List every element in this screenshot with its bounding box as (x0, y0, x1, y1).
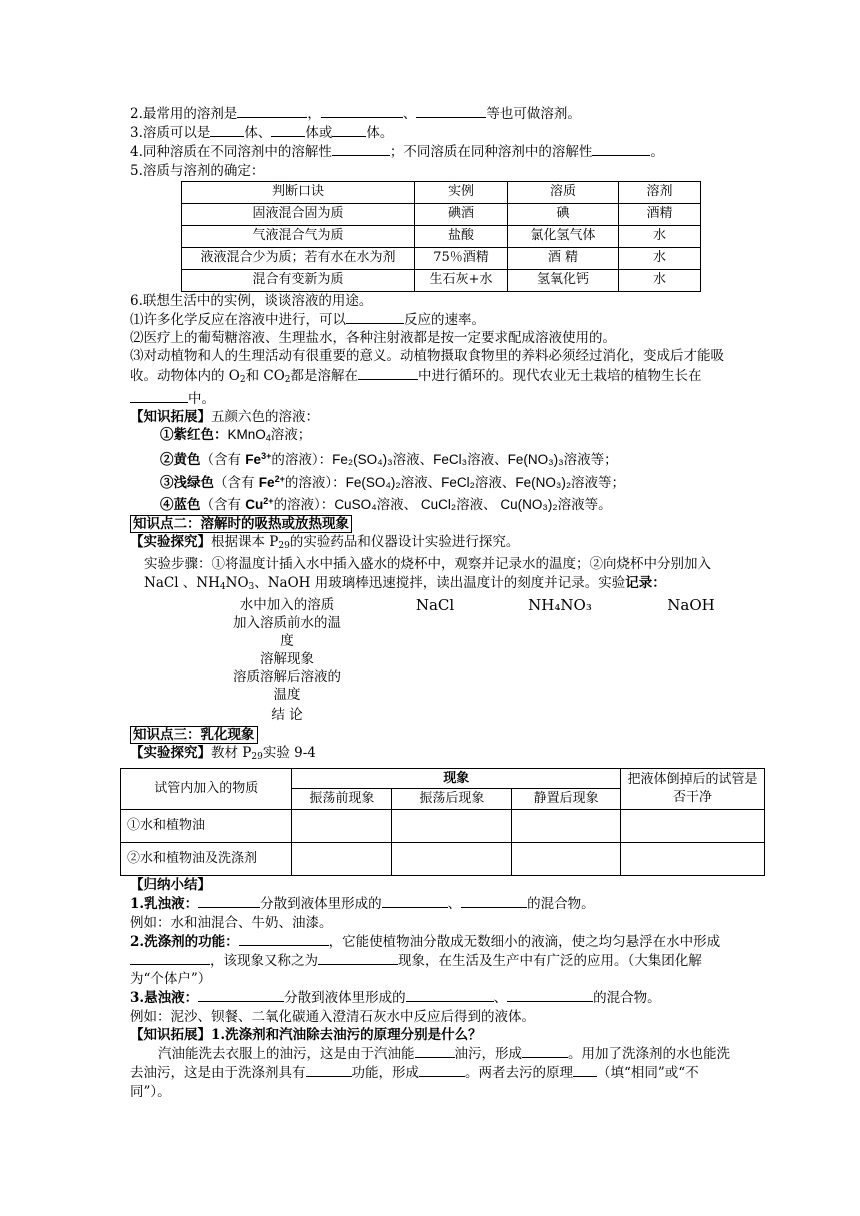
table-cell[interactable] (392, 810, 512, 843)
emulsion-table (120, 768, 765, 876)
blank[interactable] (306, 1063, 352, 1077)
table-header-row: 试管内加入的物质 现象 把液体倒掉后的试管是否干净 (121, 769, 765, 789)
table-cell[interactable] (512, 843, 621, 876)
summary-3: 3.悬浊液： 分散到液体里形成的 、 的混合物。 (130, 990, 661, 1007)
table-row: 液液混合少为质；若有水在水为剂 75％酒精 酒 精 水 (182, 247, 701, 269)
blank[interactable] (210, 123, 244, 137)
color-purple: ①紫红色：KMnO$_4$溶液； (160, 427, 312, 444)
table-cell[interactable] (621, 810, 765, 843)
summary-1-example: 例如：水和油混合、牛奶、油漆。 (130, 914, 333, 931)
blank[interactable] (507, 988, 593, 1002)
record-label: 结 论 (271, 706, 303, 723)
blank[interactable] (573, 1063, 597, 1077)
blank[interactable] (130, 389, 188, 403)
summary-heading: 【归纳小结】 (130, 877, 211, 894)
record-label: 度 (280, 632, 294, 649)
blank[interactable] (416, 104, 486, 118)
blank[interactable] (271, 123, 305, 137)
experiment-record (130, 596, 734, 726)
knowledge-point-2: 知识点二：溶解时的吸热或放热现象 (130, 515, 734, 533)
blank[interactable] (332, 142, 390, 156)
knowledge-point-3: 知识点三：乳化现象 (130, 726, 734, 744)
table-header-row: 判断口诀 实例 溶质 溶剂 (182, 181, 701, 203)
cleaning-paragraph: 汽油能洗去衣服上的油污，这是由于汽油能 油污，形成 。用加了洗涤剂的水也能洗去油污，这是由于洗涤剂具有 功能，形成 。两者去污的原理 （填“相同”或“不同”）。 (130, 1046, 730, 1100)
record-label: 水中加入的溶质 (239, 596, 335, 613)
experiment-inquiry-2: 【实验探究】教材 $P_{29}$实验 9-4 (130, 745, 316, 763)
blank[interactable] (522, 1044, 568, 1058)
table-row: 固液混合固为质 碘酒 碘 酒精 (182, 203, 701, 225)
experiment-steps: 实验步骤：①将温度计插入水中插入盛水的烧杯中，观察并记录水的温度；②向烧杯中分别加入 NaCl 、$NH_4NO_3$、NaOH 用玻璃棒迅速搅拌，读出温度计的刻度并记录。实验记录： (144, 556, 711, 592)
blank[interactable] (346, 310, 404, 324)
table-cell[interactable] (392, 843, 512, 876)
table-cell[interactable] (292, 810, 392, 843)
blank[interactable] (318, 951, 398, 965)
record-label: 溶解现象 (260, 650, 314, 667)
table-header-row: 振荡前现象 振荡后现象 静置后现象 (121, 789, 765, 810)
record-column-nacl: NaCl (415, 595, 455, 614)
blank[interactable] (406, 988, 494, 1002)
record-label: 温度 (273, 686, 301, 703)
knowledge-extension-colors: 【知识拓展】五颜六色的溶液： (130, 409, 319, 426)
table-row: 混合有变新为质 生石灰+水 氢氧化钙 水 (182, 269, 701, 291)
table-row: 气液混合气为质 盐酸 氯化氢气体 水 (182, 225, 701, 247)
summary-3-example: 例如：泥沙、钡餐、二氧化碳通入澄清石灰水中反应后得到的液体。 (130, 1008, 535, 1025)
table-row: ①水和植物油 (121, 810, 765, 843)
solute-solvent-table (181, 181, 701, 292)
table-row: ②水和植物油及洗涤剂 (121, 843, 765, 876)
blank[interactable] (239, 932, 329, 946)
worksheet (127, 104, 758, 1101)
blank[interactable] (198, 988, 284, 1002)
blank[interactable] (321, 104, 403, 118)
color-yellow: ②黄色（含有 $Fe^{3+}$的溶液）：Fe₂(SO₄)₃溶液、FeCl₃溶液、Fe(NO₃)₃溶液等； (160, 451, 618, 469)
record-column-nh4no3: NH₄NO₃ (528, 595, 592, 614)
record-column-naoh: NaOH (667, 595, 715, 614)
blank[interactable] (358, 366, 418, 380)
question-6-3: ⑶对动植物和人的生理活动有很重要的意义。动植物摄取食物里的养料必须经过消化，变成后才能吸收。动物体内的 $O_2$和 $CO_2$都是溶解在 中进行循环的。现代农业无土栽培的植物生长在中。 (130, 348, 724, 407)
table-cell[interactable] (621, 843, 765, 876)
color-blue: ④蓝色（含有 $Cu^{2+}$的溶液）：CuSO₄溶液、 CuCl₂溶液、 Cu(NO₃)₂溶液等。 (160, 495, 612, 513)
question-4: 4.同种溶质在不同溶剂中的溶解性 ；不同溶质在同种溶剂中的溶解性 。 (130, 144, 664, 161)
blank[interactable] (237, 104, 307, 118)
question-6-2: ⑵医疗上的葡萄糖溶液、生理盐水，各种注射液都是按一定要求配成溶液使用的。 (130, 330, 616, 347)
question-2: 2.最常用的溶剂是 ， 、 等也可做溶剂。 (130, 106, 581, 122)
record-label: 加入溶质前水的温 (233, 614, 341, 631)
summary-1: 1.乳浊液： 分散到液体里形成的 、 的混合物。 (130, 896, 595, 913)
blank[interactable] (130, 951, 210, 965)
blank[interactable] (382, 894, 448, 908)
table-cell[interactable] (512, 810, 621, 843)
blank[interactable] (419, 1063, 465, 1077)
experiment-inquiry-1: 【实验探究】根据课本 $P_{29}$的实验药品和仪器设计实验进行探究。 (130, 534, 520, 552)
table-cell[interactable] (292, 843, 392, 876)
blank[interactable] (332, 123, 366, 137)
blank[interactable] (415, 1044, 455, 1058)
blank[interactable] (198, 894, 260, 908)
blank[interactable] (592, 142, 650, 156)
blank[interactable] (461, 894, 527, 908)
question-6-title: 6.联想生活中的实例，谈谈溶液的用途。 (130, 292, 373, 309)
question-5-title: 5.溶质与溶剂的确定： (130, 162, 265, 179)
record-label: 溶质溶解后溶液的 (233, 668, 341, 685)
question-3: 3.溶质可以是 体、 体或 体。 (130, 125, 394, 142)
color-light-green: ③浅绿色（含有 $Fe^{2+}$的溶液）：Fe(SO₄)₂溶液、FeCl₂溶液、Fe(NO₃)₂溶液等； (160, 473, 626, 491)
knowledge-extension-cleaning: 【知识拓展】1.洗涤剂和汽油除去油污的原理分别是什么？ (130, 1026, 482, 1043)
summary-2: 2.洗涤剂的功能： ，它能使植物油分散成无数细小的液滴，使之均匀悬浮在水中形成，该现象又称之为 现象，在生活及生产中有广泛的应用。（大集团化解为“个体户”） (130, 933, 721, 988)
question-6-1: ⑴许多化学反应在溶液中进行，可以 反应的速率。 (130, 312, 485, 329)
